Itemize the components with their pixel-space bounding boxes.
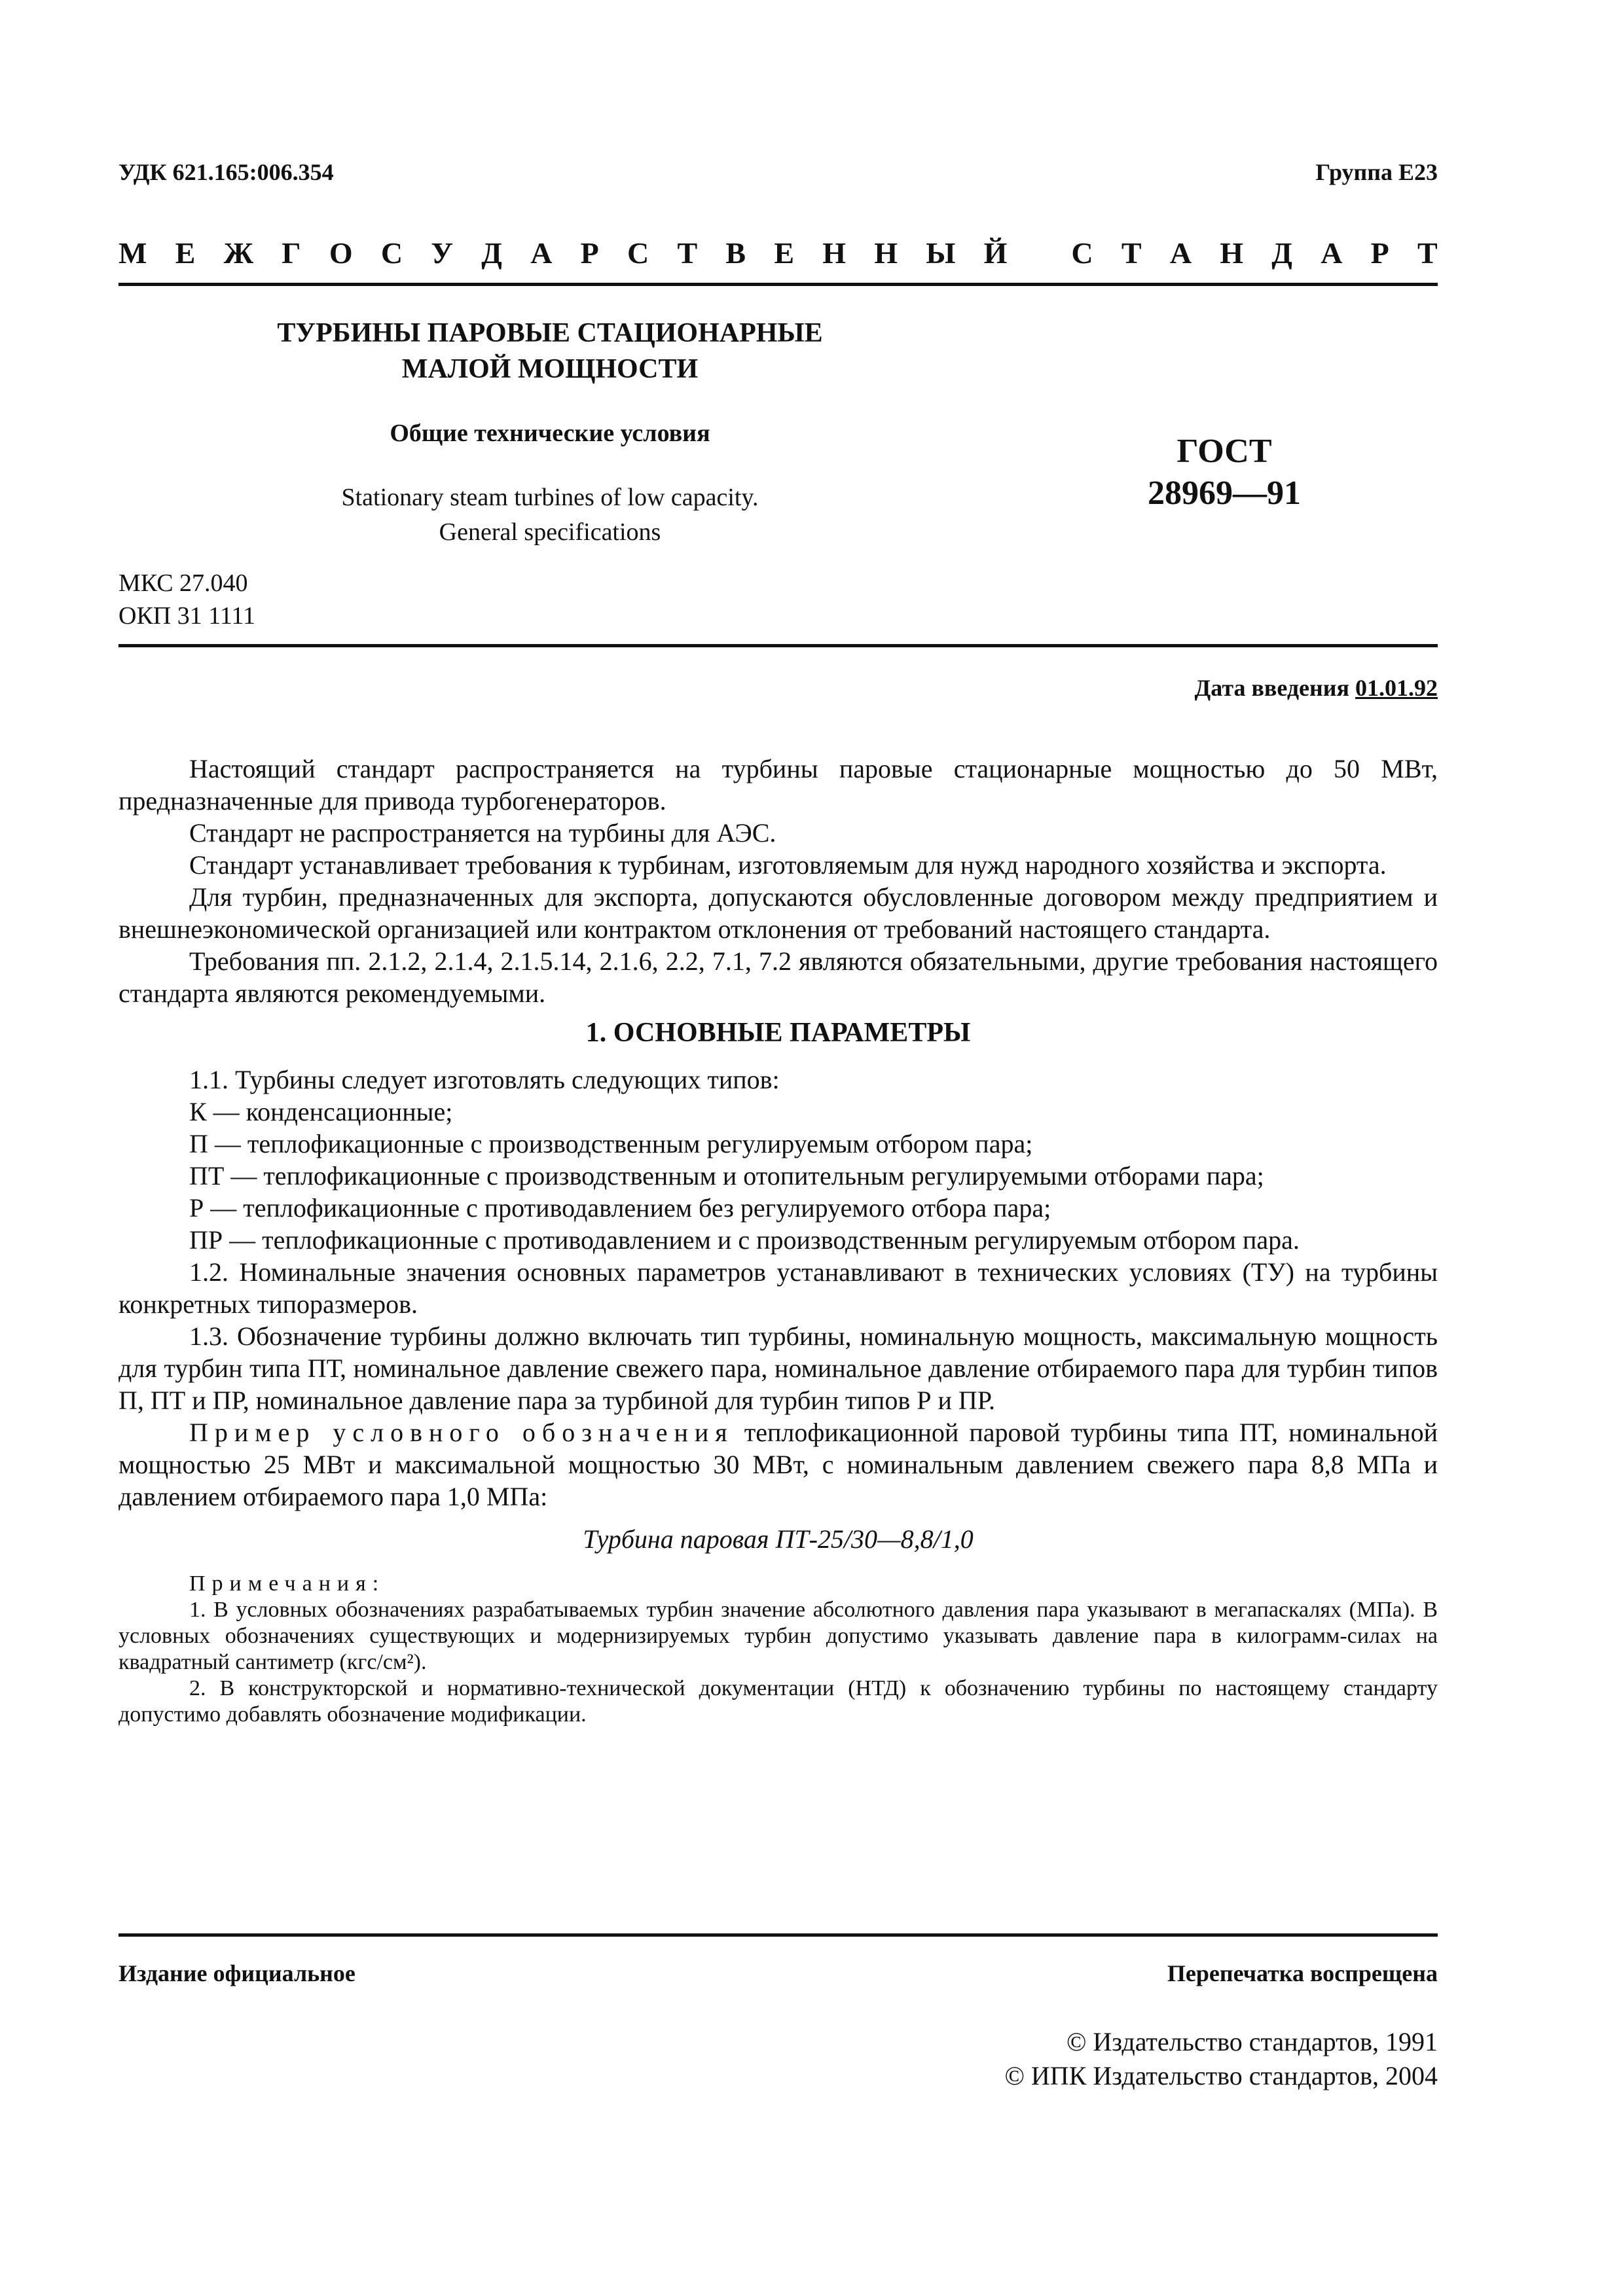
notes-label: Примечания:: [189, 1571, 386, 1596]
banner-letter: [1036, 236, 1044, 270]
banner-letter: С: [1071, 236, 1093, 270]
banner-letter: С: [380, 236, 403, 270]
banner-letter: В: [725, 236, 746, 270]
banner-letter: С: [627, 236, 649, 270]
clause-1-2: 1.2. Номинальные значения основных параметров устанавливают в технических условиях (ТУ) на турбины конкретных типоразмеров.: [119, 1257, 1438, 1319]
banner-letter: Р: [1370, 236, 1389, 270]
note-1: 1. В условных обозначениях разрабатываемых турбин значение абсолютного давления пара указывают в мегапаскалях (МПа). В условных обозначениях существующих и модернизируемых турбин допустимо указывать давление пара в килограмм-силах на квадратный сантиметр (кгс/см²).: [119, 1598, 1438, 1674]
english-title: [196, 480, 903, 550]
turbine-type-item: К — конденсационные;: [189, 1097, 453, 1126]
classification-codes: [119, 567, 255, 632]
gost-label: ГОСТ: [1176, 433, 1272, 470]
document-subtitle: Общие технические условия: [390, 420, 710, 447]
banner-letter: Ж: [223, 236, 254, 270]
copyright-block: [1005, 2025, 1438, 2093]
banner-letter: Г: [282, 236, 301, 270]
gost-number: [1100, 431, 1349, 514]
banner-letter: Н: [822, 236, 847, 270]
english-title-line-2: General specifications: [439, 518, 661, 546]
turbine-type-item: П — теплофикационные с производственным регулируемым отбором пара;: [189, 1129, 1033, 1158]
title-line-1: ТУРБИНЫ ПАРОВЫЕ СТАЦИОНАРНЫЕ: [277, 318, 823, 348]
banner-letter: Р: [580, 236, 599, 270]
banner-letter: Н: [1220, 236, 1244, 270]
example-text: теплофикационной паровой турбины типа ПТ, номинальной мощностью 25 МВт и максимальной мощностью 30 МВт, с номинальным давлением свежего пара 8,8 МПа и давлением отбираемого пара 1,0 МПа:: [119, 1418, 1438, 1511]
reprint-prohibited-label: Перепечатка воспрещена: [1167, 1960, 1438, 1986]
banner-letter: Е: [175, 236, 196, 270]
interstate-standard-banner: [119, 236, 1438, 270]
mks-code: МКС 27.040: [119, 569, 248, 597]
banner-letter: Е: [774, 236, 794, 270]
banner-letter: А: [530, 236, 553, 270]
gost-code: 28969—91: [1148, 475, 1301, 512]
banner-letter: А: [1169, 236, 1192, 270]
banner-letter: Д: [1271, 236, 1292, 270]
divider-top: [119, 283, 1438, 286]
banner-letter: М: [119, 236, 147, 270]
note-2: 2. В конструкторской и нормативно-технической документации (НТД) к обозначению турбины по настоящему стандарту допустимо добавлять обозначение модификации.: [119, 1676, 1438, 1727]
clause-1-3: 1.3. Обозначение турбины должно включать тип турбины, номинальную мощность, максимальную мощность для турбин типа ПТ, номинальное давление свежего пара, номинальное давление отбираемого пара для турбин типов П, ПТ и ПР, номинальное давление пара за турбиной для турбин типов Р и ПР.: [119, 1321, 1438, 1415]
effective-date-value: 01.01.92: [1355, 675, 1438, 701]
intro-paragraph: Настоящий стандарт распространяется на турбины паровые стационарные мощностью до 50 МВт, предназначенные для привода турбогенераторов.: [119, 754, 1438, 816]
effective-date: [1195, 674, 1438, 702]
intro-paragraph: Для турбин, предназначенных для экспорта, допускаются обусловленные договором между предприятием и внешнеэкономической организацией или контрактом отклонения от требований настоящего стандарта.: [119, 882, 1438, 944]
banner-letter: Н: [874, 236, 898, 270]
divider-middle: [119, 644, 1438, 647]
group-code: Группа Е23: [1315, 159, 1438, 185]
banner-letter: У: [431, 236, 454, 270]
intro-paragraph: Стандарт устанавливает требования к турбинам, изготовляемым для нужд народного хозяйства и экспорта.: [189, 850, 1387, 880]
turbine-type-item: ПР — теплофикационные с противодавлением и с производственным регулируемым отбором пара.: [189, 1225, 1300, 1255]
intro-paragraph: Стандарт не распространяется на турбины для АЭС.: [189, 818, 776, 848]
okp-code: ОКП 31 1111: [119, 602, 255, 630]
copyright-1991: © Издательство стандартов, 1991: [1066, 2027, 1438, 2056]
example-paragraph: [119, 1416, 1438, 1513]
turbine-type-item: ПТ — теплофикационные с производственным и отопительным регулируемыми отборами пара;: [189, 1161, 1264, 1191]
banner-letter: Т: [677, 236, 698, 270]
section-heading: 1. ОСНОВНЫЕ ПАРАМЕТРЫ: [585, 1018, 971, 1048]
turbine-type-item: Р — теплофикационные с противодавлением без регулируемого отбора пара;: [189, 1193, 1051, 1223]
effective-date-label: Дата введения: [1194, 675, 1349, 701]
udk-code: УДК 621.165:006.354: [119, 159, 334, 185]
official-edition-label: Издание официальное: [119, 1960, 356, 1986]
document-body: [119, 753, 1438, 1728]
banner-letter: Т: [1417, 236, 1438, 270]
document-title: [196, 315, 903, 387]
banner-letter: Ы: [926, 236, 956, 270]
clause-1-1: 1.1. Турбины следует изготовлять следующих типов:: [189, 1065, 780, 1094]
banner-letter: А: [1321, 236, 1343, 270]
banner-letter: Й: [983, 236, 1008, 270]
example-designation: Турбина паровая ПТ-25/30—8,8/1,0: [583, 1524, 974, 1554]
english-title-line-1: Stationary steam turbines of low capacity.: [341, 484, 759, 511]
example-label: Пример условного обозначения: [189, 1418, 734, 1447]
divider-footer: [119, 1933, 1438, 1937]
banner-letter: О: [329, 236, 353, 270]
banner-letter: Т: [1121, 236, 1142, 270]
title-line-2: МАЛОЙ МОЩНОСТИ: [401, 354, 699, 384]
banner-letter: Д: [481, 236, 502, 270]
copyright-2004: © ИПК Издательство стандартов, 2004: [1004, 2061, 1438, 2090]
notes-block: [119, 1571, 1438, 1728]
intro-paragraph: Требования пп. 2.1.2, 2.1.4, 2.1.5.14, 2.1.6, 2.2, 7.1, 7.2 являются обязательными, другие требования настоящего стандарта являются рекомендуемыми.: [119, 946, 1438, 1008]
